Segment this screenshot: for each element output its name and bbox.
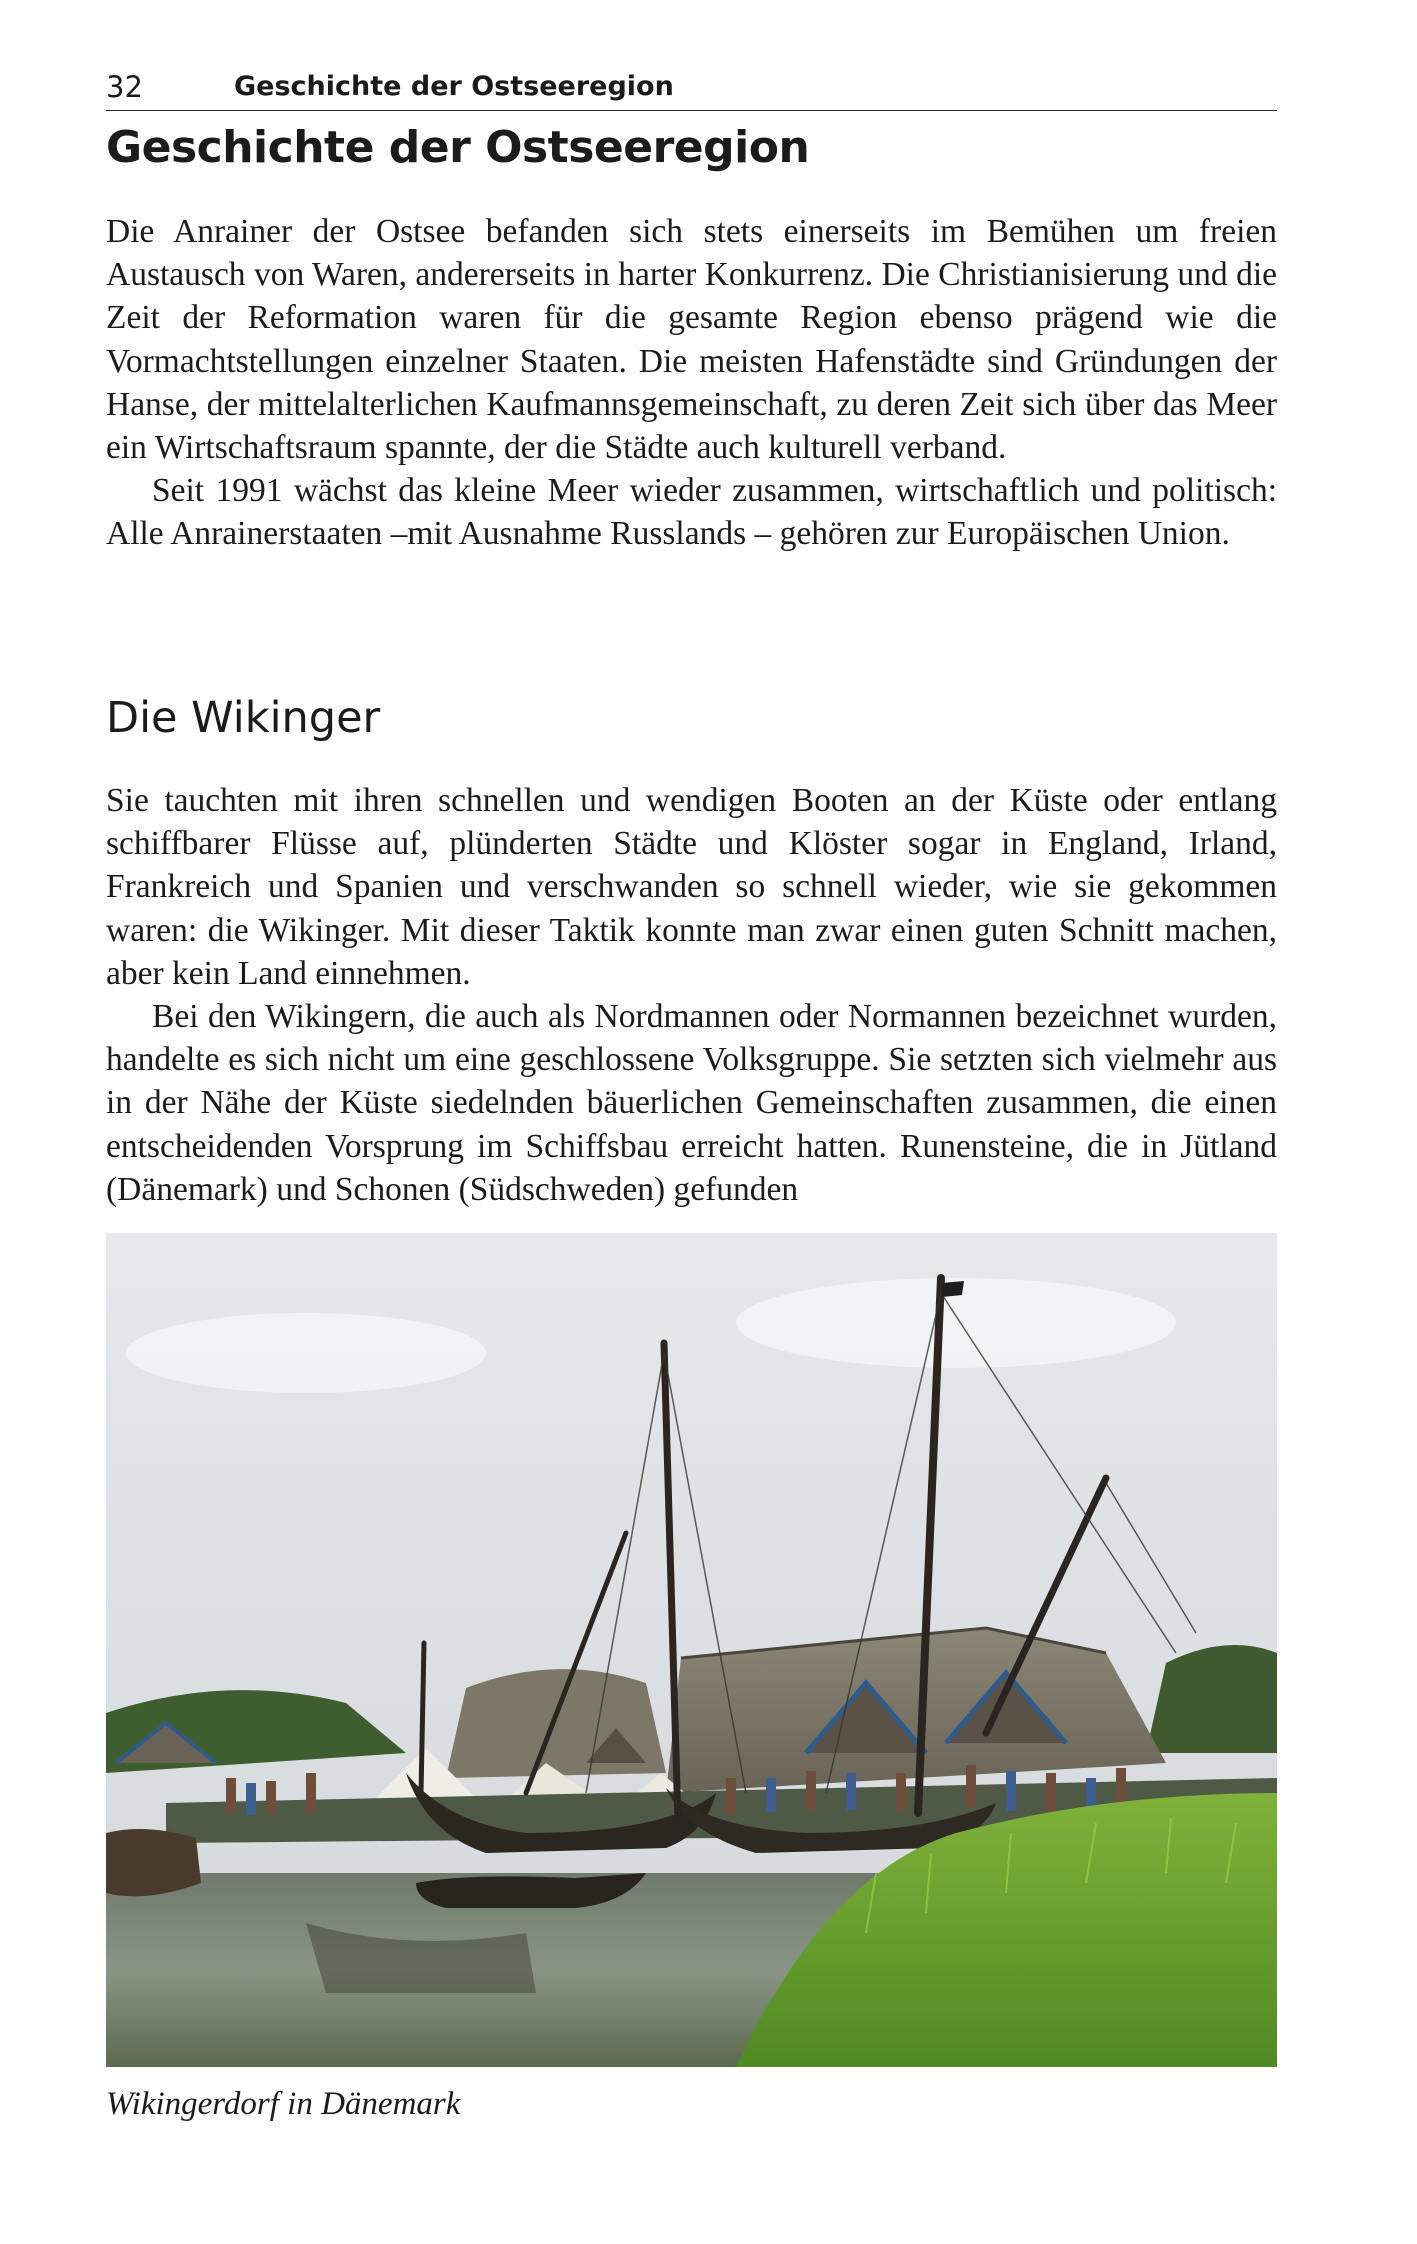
paragraph: Die Anrainer der Ostsee befanden sich stets einerseits im Bemühen um freien Austausch von Waren, andererseits in harter Konkurrenz. Die Christianisierung und die Zeit der Reformation waren für die gesamte Region ebenso prägend wie die Vormachtstellungen einzelner Staaten. Die meisten Hafenstädte sind Gründungen der Hanse, der mittelalterlichen Kaufmannsgemeinschaft, zu deren Zeit sich über das Meer ein Wirtschaftsraum spannte, der die Städte auch kulturell verband. [106,213,1277,467]
running-title: Geschichte der Ostseeregion [234,71,674,102]
photo-viking-village [106,1233,1277,2067]
paragraph: Sie tauchten mit ihren schnellen und wendigen Booten an der Küste oder entlang schiffbarer Flüsse auf, plünderten Städte und Klöster sogar in England, Irland, Frankreich und Spanien und verschwanden so schnell wieder, wie sie gekommen waren: die Wikinger. Mit dieser Taktik konnte man zwar einen guten Schnitt machen, aber kein Land einnehmen. [106,782,1277,992]
subsection-body [106,779,1277,1211]
subsection-heading: Die Wikinger [106,693,381,743]
section-body [106,210,1277,556]
paragraph: Bei den Wikingern, die auch als Nordmannen oder Normannen bezeichnet wurden, handelte es sich nicht um eine geschlossene Volksgruppe. Sie setzten sich vielmehr aus in der Nähe der Küste siedelnden bäuerlichen Gemeinschaften zusammen, die einen entscheidenden Vorsprung im Schiffsbau erreicht hatten. Runensteine, die in Jütland (Dänemark) und Schonen (Südschweden) gefunden [106,998,1277,1208]
section-heading: Geschichte der Ostseeregion [106,122,810,173]
figure-caption: Wikingerdorf in Dänemark [106,2086,461,2122]
viking-village-illustration [106,1233,1277,2067]
paragraph: Seit 1991 wächst das kleine Meer wieder zusammen, wirtschaftlich und politisch: Alle Anrainerstaaten –mit Ausnahme Russlands – gehören zur Europäischen Union. [106,472,1277,553]
running-head [106,68,1277,111]
page-number: 32 [106,70,143,104]
